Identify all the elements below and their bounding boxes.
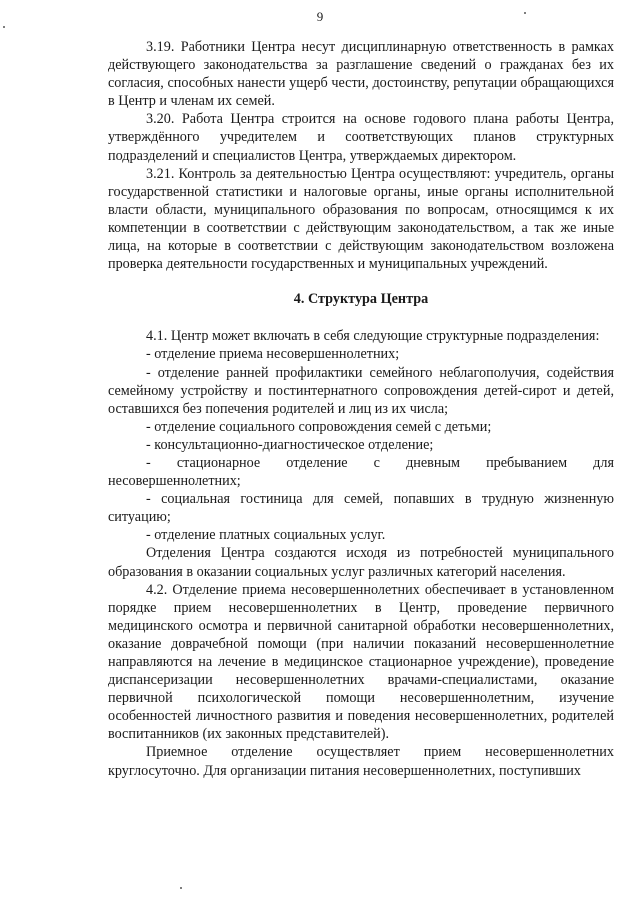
list-item: - стационарное отделение с дневным пребыванием для несовершеннолетних; xyxy=(108,454,614,490)
list-item: - консультационно-диагностическое отделение; xyxy=(146,436,434,453)
list-item: - отделение платных социальных услуг. xyxy=(146,527,386,544)
paragraph-3-19: 3.19. Работники Центра несут дисциплинарную ответственность в рамках действующего законодательства за разглашение сведений о гражданах без их согласия, способных нанести ущерб чести, достоинству, репутации обращающихся в Центр и членам их семей. xyxy=(108,39,614,110)
paragraph-reception: Приемное отделение осуществляет прием несовершеннолетних круглосуточно. Для организации питания несовершеннолетних, поступивших xyxy=(108,744,614,779)
list-item: - отделение приема несовершеннолетних; xyxy=(146,346,400,363)
paragraph-3-20: 3.20. Работа Центра строится на основе годового плана работы Центра, утверждённого учредителем и соответствующих планов структурных подразделений и специалистов Центра, утверждаемых директором. xyxy=(108,111,614,164)
page-number: 9 xyxy=(316,9,324,24)
scan-speck xyxy=(3,26,5,28)
scan-speck xyxy=(524,12,526,14)
list-item: - социальная гостиница для семей, попавших в трудную жизненную ситуацию; xyxy=(108,491,614,526)
paragraph-departments: Отделения Центра создаются исходя из потребностей муниципального образования в оказании социальных услуг различных категорий населения. xyxy=(108,545,614,580)
list-item: - отделение социального сопровождения семей с детьми; xyxy=(146,418,492,435)
paragraph-4-2: 4.2. Отделение приема несовершеннолетних обеспечивает в установленном порядке прием несовершеннолетних в Центр, проведение первичного медицинского осмотра и первичной санитарной обработки несовершеннолетних, оказание доврачебной помощи (при наличии показаний несовершеннолетние направляются на лечение в медицинское стационарное учреждение), проведение диспансеризации несовершеннолетних врачами-специалистами, оказание первичной психологической помощи несовершеннолетним, изучение особенностей личностного развития и поведения несовершеннолетних, родителей воспитанников (их законных представителей). xyxy=(108,581,614,743)
paragraph-3-21: 3.21. Контроль за деятельностью Центра осуществляют: учредитель, органы государственной статистики и налоговые органы, иные органы исполнительной власти области, муниципального образования по вопросам, относящимся к их компетенции в соответствии с действующим законодательством, а так же иные лица, на которые в соответствии с действующим законодательством возложена проверка деятельности государственных и муниципальных учреждений. xyxy=(108,165,614,273)
scan-speck xyxy=(180,887,182,889)
section-heading: 4. Структура Центра xyxy=(293,291,429,308)
list-item: - отделение ранней профилактики семейного неблагополучия, содействия семейному устройству и постинтернатного сопровождения детей-сирот и детей, оставшихся без попечения родителей и лиц из их числа; xyxy=(108,364,614,417)
document-body xyxy=(108,38,614,780)
paragraph-4-1: 4.1. Центр может включать в себя следующие структурные подразделения: xyxy=(146,328,600,345)
